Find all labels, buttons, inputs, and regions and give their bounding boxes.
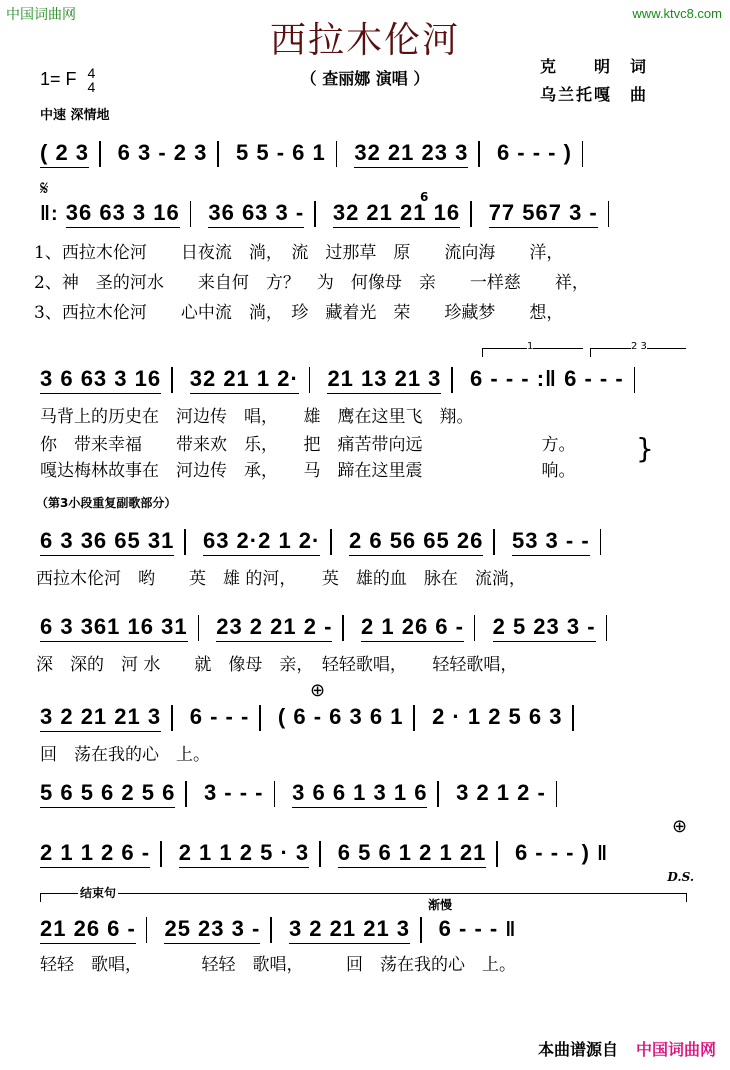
chorus-lyric-3: 回 荡在我的心 上。: [40, 745, 210, 765]
key-signature: [40, 66, 95, 94]
key-label: 1= F: [40, 68, 77, 89]
chorus-lyric-1: 西拉木伦河 哟 英 雄 的河， 英 雄的血 脉在 流淌，: [36, 569, 526, 589]
ending-row: [40, 916, 516, 944]
ending-bracket: [40, 893, 687, 902]
repeat-start-icon: ‖:: [40, 203, 59, 225]
ritardando-marking: 渐慢: [428, 898, 453, 912]
chorus-row-2: [40, 614, 617, 642]
measure: 23 2 21 2 -: [216, 614, 332, 642]
chorus-row-3: [40, 704, 584, 732]
footer-source-label: 本曲谱源自: [537, 1040, 618, 1059]
chorus-row-1: [40, 528, 611, 556]
measure: 6 5 6 1 2 1 21: [338, 840, 487, 868]
coda-icon: ⊕: [310, 680, 326, 701]
song-title: 西拉木伦河: [269, 20, 460, 61]
time-sig-top: 4: [87, 65, 96, 81]
brace-icon: }: [636, 432, 654, 465]
volta-2-label: 2 3: [631, 341, 647, 352]
chorus-lyric-2: 深 深的 河 水 就 像母 亲， 轻轻歌唱， 轻轻歌唱，: [36, 655, 518, 675]
measure: 63 2·2 1 2·: [203, 528, 320, 556]
measure: 36 63 3 -: [208, 200, 304, 228]
measure: 21 26 6 -: [40, 916, 136, 944]
verse-lyric-3: 3、西拉木伦河 心中流 淌， 珍 藏着光 荣 珍藏梦 想，: [34, 303, 564, 323]
watermark-top-left: 中国词曲网: [6, 7, 76, 23]
segno-icon: 𝄋: [40, 176, 49, 200]
measure: 6 3 36 65 31: [40, 528, 174, 556]
measure: 77 567 3 -: [489, 200, 598, 228]
footer-credit: [538, 1037, 716, 1060]
measure: 5 5 - 6 1: [236, 140, 326, 165]
measure: 6 - - - ): [514, 840, 590, 865]
composer-credit: 乌兰托嘎 曲: [540, 85, 649, 104]
measure: ( 6 - 6 3 6 1: [277, 704, 404, 729]
singer-credit: （ 查丽娜 演唱 ）: [300, 69, 430, 88]
interlude-row-1: [40, 780, 567, 808]
repeat-note: （第3小段重复副歌部分）: [36, 496, 177, 510]
measure: 6 - - - ): [496, 140, 572, 165]
time-signature: [88, 66, 96, 94]
final-barline-icon: ‖: [597, 843, 609, 865]
measure: 2 1 26 6 -: [361, 614, 464, 642]
volta-1: [482, 341, 583, 357]
measure: 3 2 1 2 -: [456, 780, 546, 805]
measure: 32 21 23 3: [354, 140, 468, 168]
interlude-row-2: [40, 840, 608, 868]
verse-row-2: [40, 366, 645, 394]
verse-lyric-4: 马背上的历史在 河边传 唱， 雄 鹰在这里飞 翔。: [40, 407, 474, 427]
volta-2: [590, 341, 686, 357]
watermark-top-right: www.ktvc8.com: [632, 6, 722, 21]
verse-row-1: [40, 200, 619, 228]
measure: 21 13 21 3: [327, 366, 441, 394]
verse-lyric-2: 2、神 圣的河水 来自何 方？ 为 何像母 亲 一样慈 祥，: [34, 273, 589, 293]
measure: 32 21 21 16: [333, 200, 460, 228]
measure: 3 2 21 21 3: [40, 704, 161, 732]
ending-label: 结束句: [80, 886, 117, 900]
measure: 32 21 1 2·: [190, 366, 299, 394]
lyricist-credit: 克 明 词: [540, 57, 649, 76]
final-barline-icon-2: ‖: [505, 919, 517, 941]
measure: 2 1 1 2 5 · 3: [179, 840, 309, 868]
measure: 2 5 23 3 -: [493, 614, 596, 642]
measure: 6 - - -: [564, 366, 624, 391]
time-sig-bottom: 4: [87, 79, 96, 95]
verse-lyric-6: 嘎达梅林故事在 河边传 承， 马 蹄在这里震 响。: [40, 461, 576, 481]
verse-lyric-5: 你 带来幸福 带来欢 乐， 把 痛苦带向远 方。: [40, 435, 576, 455]
measure: 3 - - -: [203, 780, 264, 805]
measure: 6 3 361 16 31: [40, 614, 188, 642]
measure: ( 2 3: [40, 140, 89, 168]
intro-row: [40, 140, 593, 168]
ending-lyric: 轻轻 歌唱， 轻轻 歌唱， 回 荡在我的心 上。: [40, 955, 516, 975]
measure: 6 3 - 2 3: [117, 140, 208, 165]
measure: 3 2 21 21 3: [289, 916, 410, 944]
measure: 2 1 1 2 6 -: [40, 840, 150, 868]
grace-note: 6: [420, 190, 429, 204]
measure: 53 3 - -: [512, 528, 590, 556]
measure: 6 - - - :‖: [470, 366, 557, 391]
tempo-marking: 中速 深情地: [40, 108, 110, 123]
measure: 5 6 5 6 2 5 6: [40, 780, 175, 808]
measure: 3 6 6 1 3 1 6: [292, 780, 427, 808]
verse-lyric-1: 1、西拉木伦河 日夜流 淌， 流 过那草 原 流向海 洋，: [34, 243, 564, 263]
measure: 36 63 3 16: [66, 200, 180, 228]
volta-1-label: 1: [527, 341, 534, 352]
coda-icon-2: ⊕: [672, 816, 688, 837]
measure: 2 · 1 2 5 6 3: [432, 704, 563, 729]
dal-segno: D.S.: [667, 870, 694, 884]
measure: 25 23 3 -: [164, 916, 260, 944]
measure: 6 - - -: [189, 704, 250, 729]
measure: 2 6 56 65 26: [349, 528, 483, 556]
measure: 6 - - -: [438, 916, 499, 941]
measure: 3 6 63 3 16: [40, 366, 161, 394]
footer-site-link[interactable]: 中国词曲网: [635, 1040, 716, 1059]
